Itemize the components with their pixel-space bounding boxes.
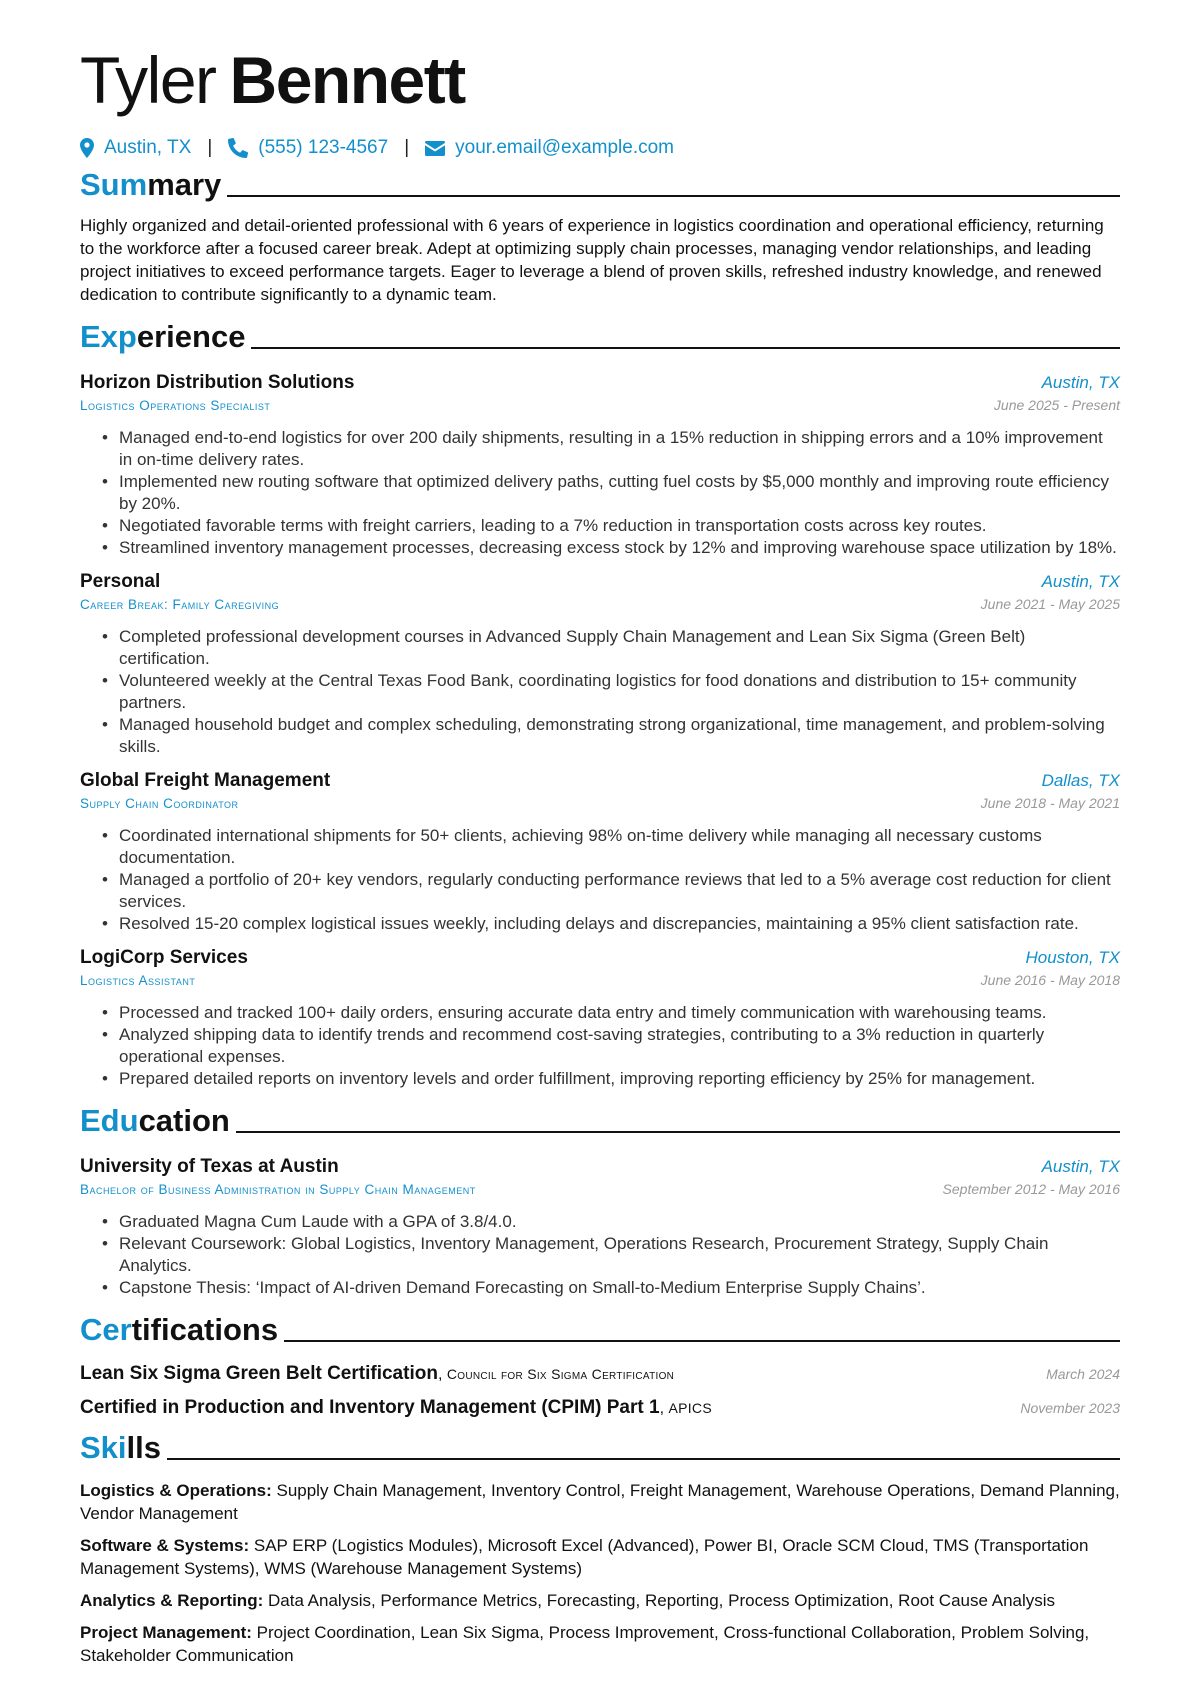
heading-rule (236, 1131, 1120, 1133)
resume-page (80, 40, 1120, 1667)
skill-value: Project Coordination, Lean Six Sigma, Process Improvement, Cross-functional Collaboration, Problem Solving, Stakeholder Communication (80, 1623, 1090, 1665)
bullet-item: • Prepared detailed reports on inventory levels and order fulfillment, improving reporting efficiency by 25% for management. (102, 1068, 1120, 1090)
entry-role: Logistics Assistant (80, 973, 196, 988)
bullet-item: • Graduated Magna Cum Laude with a GPA of 3.8/4.0. (102, 1211, 1120, 1233)
heading-rule (251, 347, 1120, 349)
entry-bullets (102, 626, 1120, 758)
cert-issuer: APICS (668, 1400, 712, 1416)
bullet-item: • Volunteered weekly at the Central Texas Food Bank, coordinating logistics for food donations and distribution to 15+ community partners. (102, 670, 1120, 714)
entry-role: Career Break: Family Caregiving (80, 597, 280, 612)
entry-bullets (102, 427, 1120, 559)
location-pin-icon (80, 138, 94, 158)
envelope-icon (425, 141, 445, 156)
certifications-heading (80, 1313, 1120, 1347)
phone-icon (228, 138, 248, 158)
location-text: Austin, TX (104, 137, 192, 158)
heading-accent: Ski (80, 1430, 127, 1465)
entry-location: Houston, TX (1025, 948, 1120, 967)
bullet-item: • Resolved 15-20 complex logistical issues weekly, including delays and discrepancies, maintaining a 95% client satisfaction rate. (102, 913, 1120, 935)
skills-heading (80, 1431, 1120, 1465)
experience-entry (80, 571, 1120, 758)
heading-accent: Sum (80, 167, 148, 202)
entry-location: Dallas, TX (1041, 771, 1120, 790)
bullet-item: • Managed a portfolio of 20+ key vendors, regularly conducting performance reviews that led to a 5% average cost reduction for client services. (102, 869, 1120, 913)
skill-label: Analytics & Reporting: (80, 1591, 264, 1610)
entry-dates: June 2025 - Present (993, 397, 1120, 413)
experience-heading (80, 320, 1120, 354)
bullet-item: • Negotiated favorable terms with freight carriers, leading to a 7% reduction in transportation costs across key routes. (102, 515, 1120, 537)
education-entry (80, 1156, 1120, 1299)
entry-role: Bachelor of Business Administration in Supply Chain Management (80, 1182, 476, 1197)
bullet-item: • Managed end-to-end logistics for over 200 daily shipments, resulting in a 15% reduction in shipping errors and a 10% improvement in on-time delivery rates. (102, 427, 1120, 471)
experience-entry (80, 947, 1120, 1090)
education-heading (80, 1104, 1120, 1138)
experience-entry (80, 372, 1120, 559)
contact-separator: | (207, 137, 213, 158)
entry-org: Global Freight Management (80, 770, 331, 791)
entry-role: Supply Chain Coordinator (80, 796, 239, 811)
experience-entry (80, 770, 1120, 935)
entry-location: Austin, TX (1041, 1157, 1120, 1176)
heading-rule (284, 1340, 1120, 1342)
contact-separator: | (404, 137, 410, 158)
skill-label: Project Management: (80, 1623, 252, 1642)
certification-item: Lean Six Sigma Green Belt Certification, Council for Six Sigma Certification March 2024 (80, 1363, 1120, 1384)
bullet-item: • Completed professional development courses in Advanced Supply Chain Management and Lean Six Sigma (Green Belt) certification. (102, 626, 1120, 670)
contact-phone[interactable] (228, 137, 388, 159)
summary-text: Highly organized and detail-oriented professional with 6 years of experience in logistics coordination and operational efficiency, returning to the workforce after a focused career break. Adept at optimizing supply chain processes, managing vendor relationships, and leading project initiatives to exceed performance targets. Eager to leverage a blend of proven skills, refreshed industry knowledge, and renewed dedication to contribute significantly to a dynamic team. (80, 216, 1104, 304)
entry-dates: June 2018 - May 2021 (980, 795, 1120, 811)
phone-text[interactable]: (555) 123-4567 (258, 137, 389, 158)
heading-rule (227, 195, 1120, 197)
heading-rest: tifications (131, 1312, 279, 1347)
bullet-item: • Relevant Coursework: Global Logistics, Inventory Management, Operations Research, Procurement Strategy, Supply Chain Analytics. (102, 1233, 1120, 1277)
cert-title: Certified in Production and Inventory Management (CPIM) Part 1 (80, 1397, 660, 1418)
skill-value: SAP ERP (Logistics Modules), Microsoft Excel (Advanced), Power BI, Oracle SCM Cloud, TMS (Transportation Management Systems), WMS (Warehouse Management Systems) (80, 1536, 1089, 1578)
contact-line (80, 134, 1120, 162)
skill-group (80, 1621, 1120, 1667)
heading-accent: Edu (80, 1103, 139, 1138)
email-link[interactable]: your.email@example.com (455, 137, 674, 158)
cert-date: March 2024 (1046, 1366, 1120, 1382)
first-name: Tyler (80, 43, 216, 117)
last-name: Bennett (229, 43, 465, 117)
contact-email[interactable] (425, 137, 674, 159)
bullet-item: • Coordinated international shipments for 50+ clients, achieving 98% on-time delivery while managing all necessary customs documentation. (102, 825, 1120, 869)
bullet-item: • Managed household budget and complex scheduling, demonstrating strong organizational, time management, and problem-solving skills. (102, 714, 1120, 758)
heading-rest: erience (136, 319, 246, 354)
cert-issuer: Council for Six Sigma Certification (446, 1366, 675, 1382)
entry-org: Personal (80, 571, 161, 592)
bullet-item: • Capstone Thesis: ‘Impact of AI-driven Demand Forecasting on Small-to-Medium Enterprise Supply Chains’. (102, 1277, 1120, 1299)
entry-org: University of Texas at Austin (80, 1156, 339, 1177)
bullet-item: • Implemented new routing software that optimized delivery paths, cutting fuel costs by $5,000 monthly and improving route efficiency by 20%. (102, 471, 1120, 515)
cert-date: November 2023 (1020, 1400, 1120, 1416)
entry-org: Horizon Distribution Solutions (80, 372, 355, 393)
heading-rest: mary (147, 167, 222, 202)
summary-heading (80, 168, 1120, 202)
skill-label: Logistics & Operations: (80, 1481, 272, 1500)
skill-value: Data Analysis, Performance Metrics, Forecasting, Reporting, Process Optimization, Root Cause Analysis (267, 1591, 1056, 1610)
entry-dates: September 2012 - May 2016 (942, 1181, 1120, 1197)
entry-dates: June 2016 - May 2018 (980, 972, 1120, 988)
entry-bullets (102, 1211, 1120, 1299)
skill-label: Software & Systems: (80, 1536, 250, 1555)
resume-name (80, 40, 1120, 120)
entry-org: LogiCorp Services (80, 947, 248, 968)
heading-accent: Cer (80, 1312, 132, 1347)
skill-group (80, 1534, 1120, 1580)
bullet-item: • Processed and tracked 100+ daily orders, ensuring accurate data entry and timely communication with warehousing teams. (102, 1002, 1120, 1024)
heading-rest: lls (126, 1430, 161, 1465)
heading-accent: Exp (80, 319, 137, 354)
entry-location: Austin, TX (1041, 373, 1120, 392)
entry-location: Austin, TX (1041, 572, 1120, 591)
heading-rest: cation (138, 1103, 230, 1138)
cert-title: Lean Six Sigma Green Belt Certification (80, 1363, 438, 1384)
skill-value: Supply Chain Management, Inventory Control, Freight Management, Warehouse Operations, Demand Planning, Vendor Management (80, 1481, 1120, 1523)
skill-group (80, 1589, 1120, 1612)
entry-bullets (102, 825, 1120, 935)
entry-dates: June 2021 - May 2025 (980, 596, 1120, 612)
contact-location (80, 137, 191, 159)
skill-group (80, 1479, 1120, 1525)
heading-rule (167, 1458, 1120, 1460)
entry-bullets (102, 1002, 1120, 1090)
bullet-item: • Analyzed shipping data to identify trends and recommend cost-saving strategies, contributing to a 3% reduction in quarterly operational expenses. (102, 1024, 1120, 1068)
bullet-item: • Streamlined inventory management processes, decreasing excess stock by 12% and improving warehouse space utilization by 18%. (102, 537, 1120, 559)
certification-item: Certified in Production and Inventory Management (CPIM) Part 1, APICS November 2023 (80, 1397, 1120, 1418)
entry-role: Logistics Operations Specialist (80, 398, 271, 413)
